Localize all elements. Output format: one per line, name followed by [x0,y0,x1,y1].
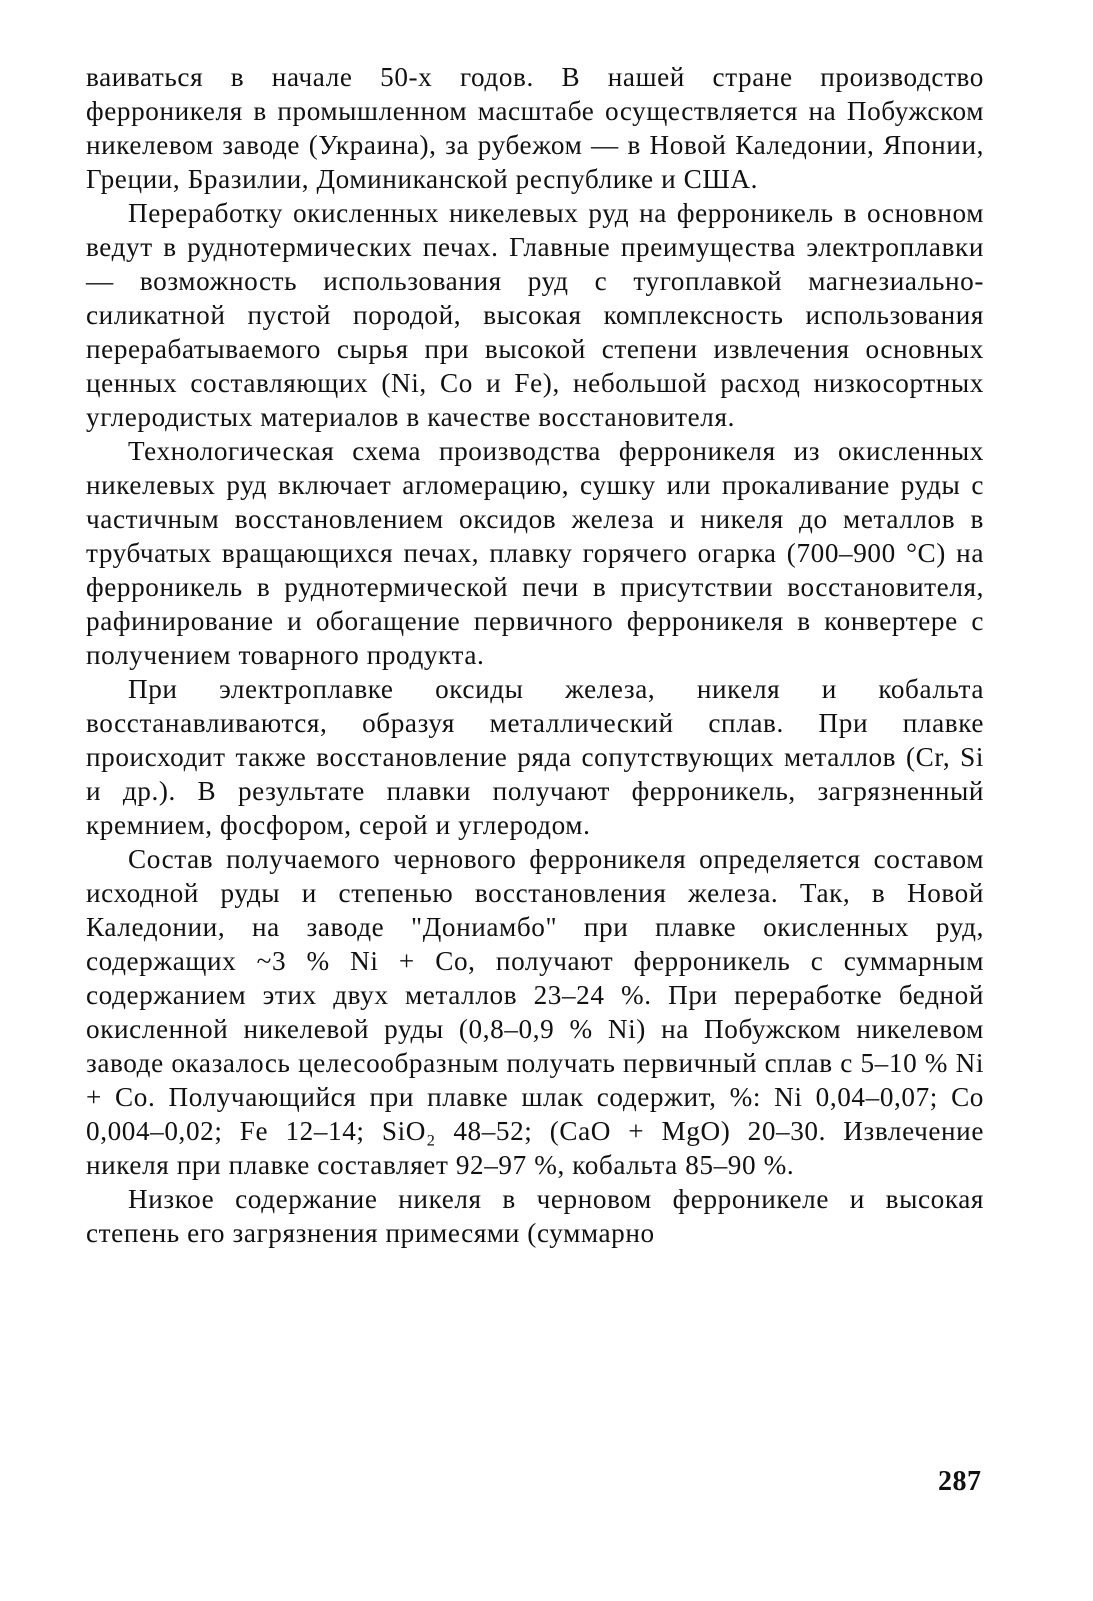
paragraph-5: Состав получаемого чернового ферроникеля определяется составом исходной руды и степенью восстановления железа. Так, в Новой Каледонии, на заводе "Дониамбо" при плавке окисленных руд, содержащих ~3 % Ni + Co, получают ферроникель с суммарным содержанием этих двух металлов 23–24 %. При переработке бедной окисленной никелевой руды (0,8–0,9 % Ni) на Побужском никелевом заводе оказалось целесообразным получать первичный сплав с 5–10 % Ni + Co. Получающийся при плавке шлак содержит, %: Ni 0,04–0,07; Co 0,004–0,02; Fe 12–14; SiO₂ 48–52; (CaO + MgO) 20–30. Извлечение никеля при плавке составляет 92–97 %, кобальта 85–90 %. [86,844,984,1180]
paragraph-2: Переработку окисленных никелевых руд на ферроникель в основном ведут в руднотермических печах. Главные преимущества электроплавки — возможность использования руд с тугоплавкой магнезиально-силикатной пустой породой, высокая комплексность использования перерабатываемого сырья при высокой степени извлечения основных ценных составляющих (Ni, Co и Fe), небольшой расход низкосортных углеродистых материалов в качестве восстановителя. [86,198,984,432]
paragraph-4: При электроплавке оксиды железа, никеля и кобальта восстанавливаются, образуя металлический сплав. При плавке происходит также восстановление ряда сопутствующих металлов (Cr, Si и др.). В результате плавки получают ферроникель, загрязненный кремнием, фосфором, серой и углеродом. [86,674,984,840]
page-body [86,60,984,1250]
page-number: 287 [938,1466,982,1497]
paragraph-6: Низкое содержание никеля в черновом ферроникеле и высокая степень его загрязнения примесями (суммарно [86,1184,984,1248]
paragraph-3: Технологическая схема производства ферроникеля из окисленных никелевых руд включает агломерацию, сушку или прокаливание руды с частичным восстановлением оксидов железа и никеля до металлов в трубчатых вращающихся печах, плавку горячего огарка (700–900 °С) на ферроникель в руднотермической печи в присутствии восстановителя, рафинирование и обогащение первичного ферроникеля в конвертере с получением товарного продукта. [86,436,984,670]
paragraph-1: ваиваться в начале 50-х годов. В нашей стране производство ферроникеля в промышленном масштабе осуществляется на Побужском никелевом заводе (Украина), за рубежом — в Новой Каледонии, Японии, Греции, Бразилии, Доминиканской республике и США. [86,62,984,194]
